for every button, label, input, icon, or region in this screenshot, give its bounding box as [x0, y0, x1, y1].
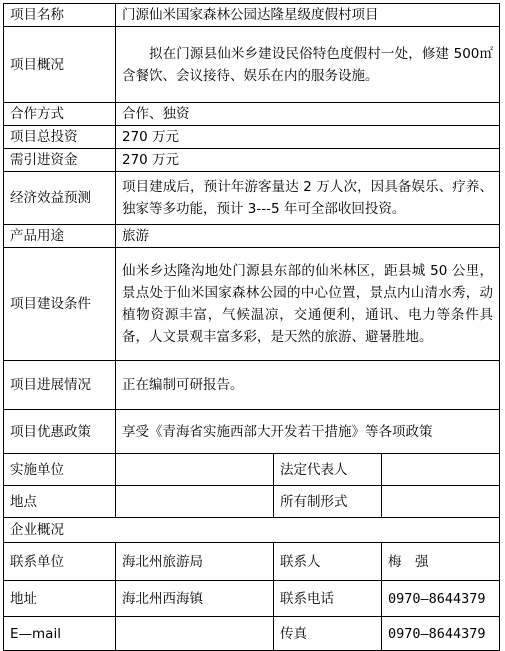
address-value: 海北州西海镇: [116, 581, 274, 617]
legal-representative-label: 法定代表人: [274, 454, 382, 486]
row-construction-conditions: [4, 248, 500, 361]
row-product-usage: [4, 225, 500, 248]
implementing-unit-value: [116, 454, 274, 486]
contact-person-value: 梅 强: [382, 543, 500, 581]
project-name-label: 项目名称: [4, 4, 116, 27]
progress-value: 正在编制可研报告。: [116, 361, 500, 410]
cooperation-value: 合作、独资: [116, 103, 500, 126]
row-enterprise-overview: [4, 518, 500, 543]
project-overview-value: 拟在门源县仙米乡建设民俗特色度假村一处，修建 500㎡含餐饮、会议接待、娱乐在内的服务设施。: [122, 45, 494, 84]
address-label: 地址: [4, 581, 116, 617]
total-investment-value: 270 万元: [116, 126, 500, 149]
total-investment-label: 项目总投资: [4, 126, 116, 149]
funds-needed-value: 270 万元: [116, 149, 500, 172]
contact-unit-label: 联系单位: [4, 543, 116, 581]
product-usage-value: 旅游: [116, 225, 500, 248]
construction-conditions-value: 仙米乡达隆沟地处门源县东部的仙米林区，距县城 50 公里，景点处于仙米国家森林公园的中心位置，景点内山清水秀，动植物资源丰富，气候温凉，交通便利，通讯、电力等条件具备，人文景观丰富多彩，是天然的旅游、避暑胜地。: [116, 248, 500, 361]
row-funds-needed: [4, 149, 500, 172]
fax-value: 0970—8644379: [382, 617, 500, 651]
product-usage-label: 产品用途: [4, 225, 116, 248]
row-project-overview: [4, 27, 500, 103]
row-cooperation: [4, 103, 500, 126]
ownership-form-label: 所有制形式: [274, 486, 382, 518]
row-email-fax: [4, 617, 500, 651]
contact-unit-value: 海北州旅游局: [116, 543, 274, 581]
preferential-policy-value: 享受《青海省实施西部大开发若干措施》等各项政策: [116, 410, 500, 454]
project-overview-cell: [116, 27, 500, 103]
preferential-policy-label: 项目优惠政策: [4, 410, 116, 454]
row-project-name: [4, 4, 500, 27]
funds-needed-label: 需引进资金: [4, 149, 116, 172]
email-label: E—mail: [4, 617, 116, 651]
row-progress: [4, 361, 500, 410]
location-label: 地点: [4, 486, 116, 518]
row-economic-benefit: [4, 172, 500, 225]
cooperation-label: 合作方式: [4, 103, 116, 126]
fax-label: 传真: [274, 617, 382, 651]
progress-label: 项目进展情况: [4, 361, 116, 410]
row-total-investment: [4, 126, 500, 149]
row-location: [4, 486, 500, 518]
ownership-form-value: [382, 486, 500, 518]
contact-person-label: 联系人: [274, 543, 382, 581]
row-contact-unit: [4, 543, 500, 581]
row-address: [4, 581, 500, 617]
legal-representative-value: [382, 454, 500, 486]
email-value: [116, 617, 274, 651]
project-table: [3, 3, 500, 651]
construction-conditions-label: 项目建设条件: [4, 248, 116, 361]
project-overview-label: 项目概况: [4, 27, 116, 103]
contact-phone-value: 0970—8644379: [382, 581, 500, 617]
economic-benefit-label: 经济效益预测: [4, 172, 116, 225]
economic-benefit-value: 项目建成后，预计年游客量达 2 万人次，因具备娱乐、疗养、独家等多功能，预计 3---5 年可全部收回投资。: [116, 172, 500, 225]
implementing-unit-label: 实施单位: [4, 454, 116, 486]
enterprise-overview-label: 企业概况: [4, 518, 500, 543]
contact-phone-label: 联系电话: [274, 581, 382, 617]
row-implementing-unit: [4, 454, 500, 486]
project-name-value: 门源仙米国家森林公园达隆星级度假村项目: [116, 4, 500, 27]
row-preferential-policy: [4, 410, 500, 454]
location-value: [116, 486, 274, 518]
